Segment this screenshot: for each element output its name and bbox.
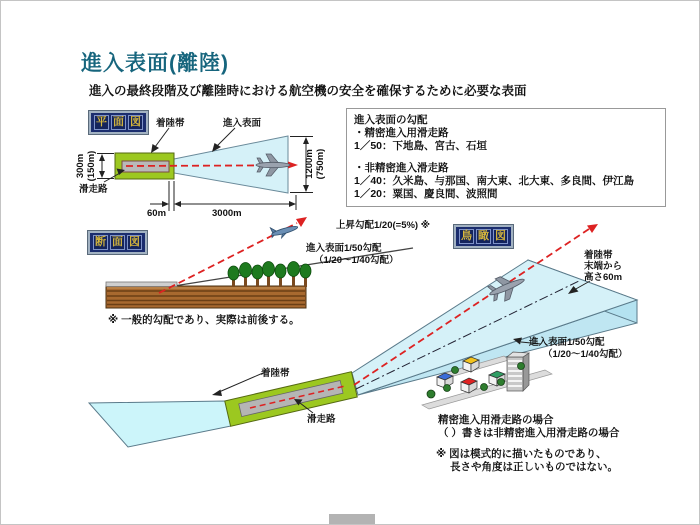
- page-subtitle: 進入の最終段階及び離陸時における航空機の安全を確保するために必要な表面: [89, 84, 527, 98]
- dim-text: (750m): [315, 148, 326, 180]
- badge-char: 瞰: [478, 230, 489, 242]
- section-note: ※ 一般的勾配であり、実際は前後する。: [108, 314, 300, 326]
- plan-view-badge: [89, 111, 148, 134]
- dim-text: 1200m: [304, 149, 315, 179]
- info-line-gap: [354, 153, 658, 162]
- airplane-icon: [269, 220, 299, 240]
- badge-char: 図: [495, 230, 506, 242]
- info-line: 進入表面の勾配: [354, 114, 428, 126]
- birdseye-runway-label: 滑走路: [307, 414, 336, 425]
- plan-width-inner-dim: [73, 139, 99, 193]
- plan-runway-label: 滑走路: [79, 184, 108, 195]
- section-climb-arrow: [296, 217, 307, 227]
- section-climb-gradient-label: 上昇勾配1/20(=5%) ※: [336, 220, 430, 231]
- birdseye-landing-strip-arrow: [212, 390, 222, 397]
- plan-width-outer-dim: [302, 138, 328, 190]
- birdseye-landing-strip-group: [225, 372, 358, 427]
- info-line: ・精密進入用滑走路: [354, 127, 449, 139]
- dim-arrow: [99, 154, 105, 161]
- badge-char: 平: [96, 116, 107, 128]
- trees: [228, 262, 311, 288]
- plan-view-diagram: [97, 128, 313, 211]
- slide-footer-placeholder: [329, 514, 375, 525]
- birdseye-approach-gradient-label: 進入表面1/50勾配: [529, 337, 605, 348]
- badge-char: 面: [112, 236, 123, 248]
- dim-arrow: [289, 201, 296, 207]
- badge-char: 図: [130, 116, 141, 128]
- section-approach-gradient-alt-label: （1/20～1/40勾配）: [314, 255, 399, 266]
- badge-char: 断: [95, 236, 106, 248]
- badge-char: 鳥: [461, 230, 472, 242]
- dim-text: 300m: [75, 153, 86, 179]
- birdseye-view-badge: [454, 225, 513, 248]
- badge-char: 面: [113, 116, 124, 128]
- page-title: 進入表面(離陸): [81, 52, 229, 75]
- section-approach-gradient-label: 進入表面1/50勾配: [306, 243, 382, 254]
- gradient-info-box: [346, 108, 666, 207]
- birdseye-climb-arrow: [587, 224, 598, 233]
- plan-length-dim: 3000m: [212, 208, 242, 219]
- footnote-non-precision: （ ）書きは非精密進入用滑走路の場合: [438, 427, 620, 439]
- dim-arrow: [174, 201, 181, 207]
- dim-arrow: [99, 171, 105, 178]
- plan-overrun-dim: 60m: [147, 208, 167, 219]
- info-line: 1／50：下地島、宮古、石垣: [354, 140, 488, 152]
- birdseye-opposite-surface: [89, 401, 231, 447]
- info-line: 1／20：粟国、慶良間、波照間: [354, 188, 498, 200]
- section-view-badge: [88, 231, 147, 254]
- section-runway-shape: [106, 282, 177, 287]
- plan-approach-surface-label: 進入表面: [223, 118, 262, 129]
- plan-landing-strip-label: 着陸帯: [156, 118, 185, 129]
- dim-arrow: [162, 201, 169, 207]
- dim-text: (150m): [86, 150, 97, 182]
- birdseye-landing-strip-label: 着陸帯: [261, 368, 290, 379]
- plan-landing-strip-arrow: [151, 144, 159, 153]
- birdseye-height-label-3: 高さ60m: [584, 272, 623, 283]
- plan-dim-left: [97, 154, 114, 179]
- info-line: ・非精密進入滑走路: [354, 162, 449, 174]
- birdseye-height-label-2: 末端から: [584, 261, 623, 272]
- office-building: [507, 352, 529, 391]
- info-line: 1／40：久米島、与那国、南大東、北大東、多良間、伊江島: [354, 175, 635, 187]
- birdseye-approach-gradient-alt-label: （1/20～1/40勾配）: [543, 349, 628, 360]
- badge-char: 図: [129, 236, 140, 248]
- birdseye-height-label-1: 着陸帯: [584, 250, 613, 261]
- footnote-schematic-1: ※ 図は模式的に描いたものであり、: [436, 448, 607, 460]
- footnote-precision: 精密進入用滑走路の場合: [438, 414, 554, 426]
- footnote-schematic-2: 長さや角度は正しいものではない。: [450, 461, 618, 473]
